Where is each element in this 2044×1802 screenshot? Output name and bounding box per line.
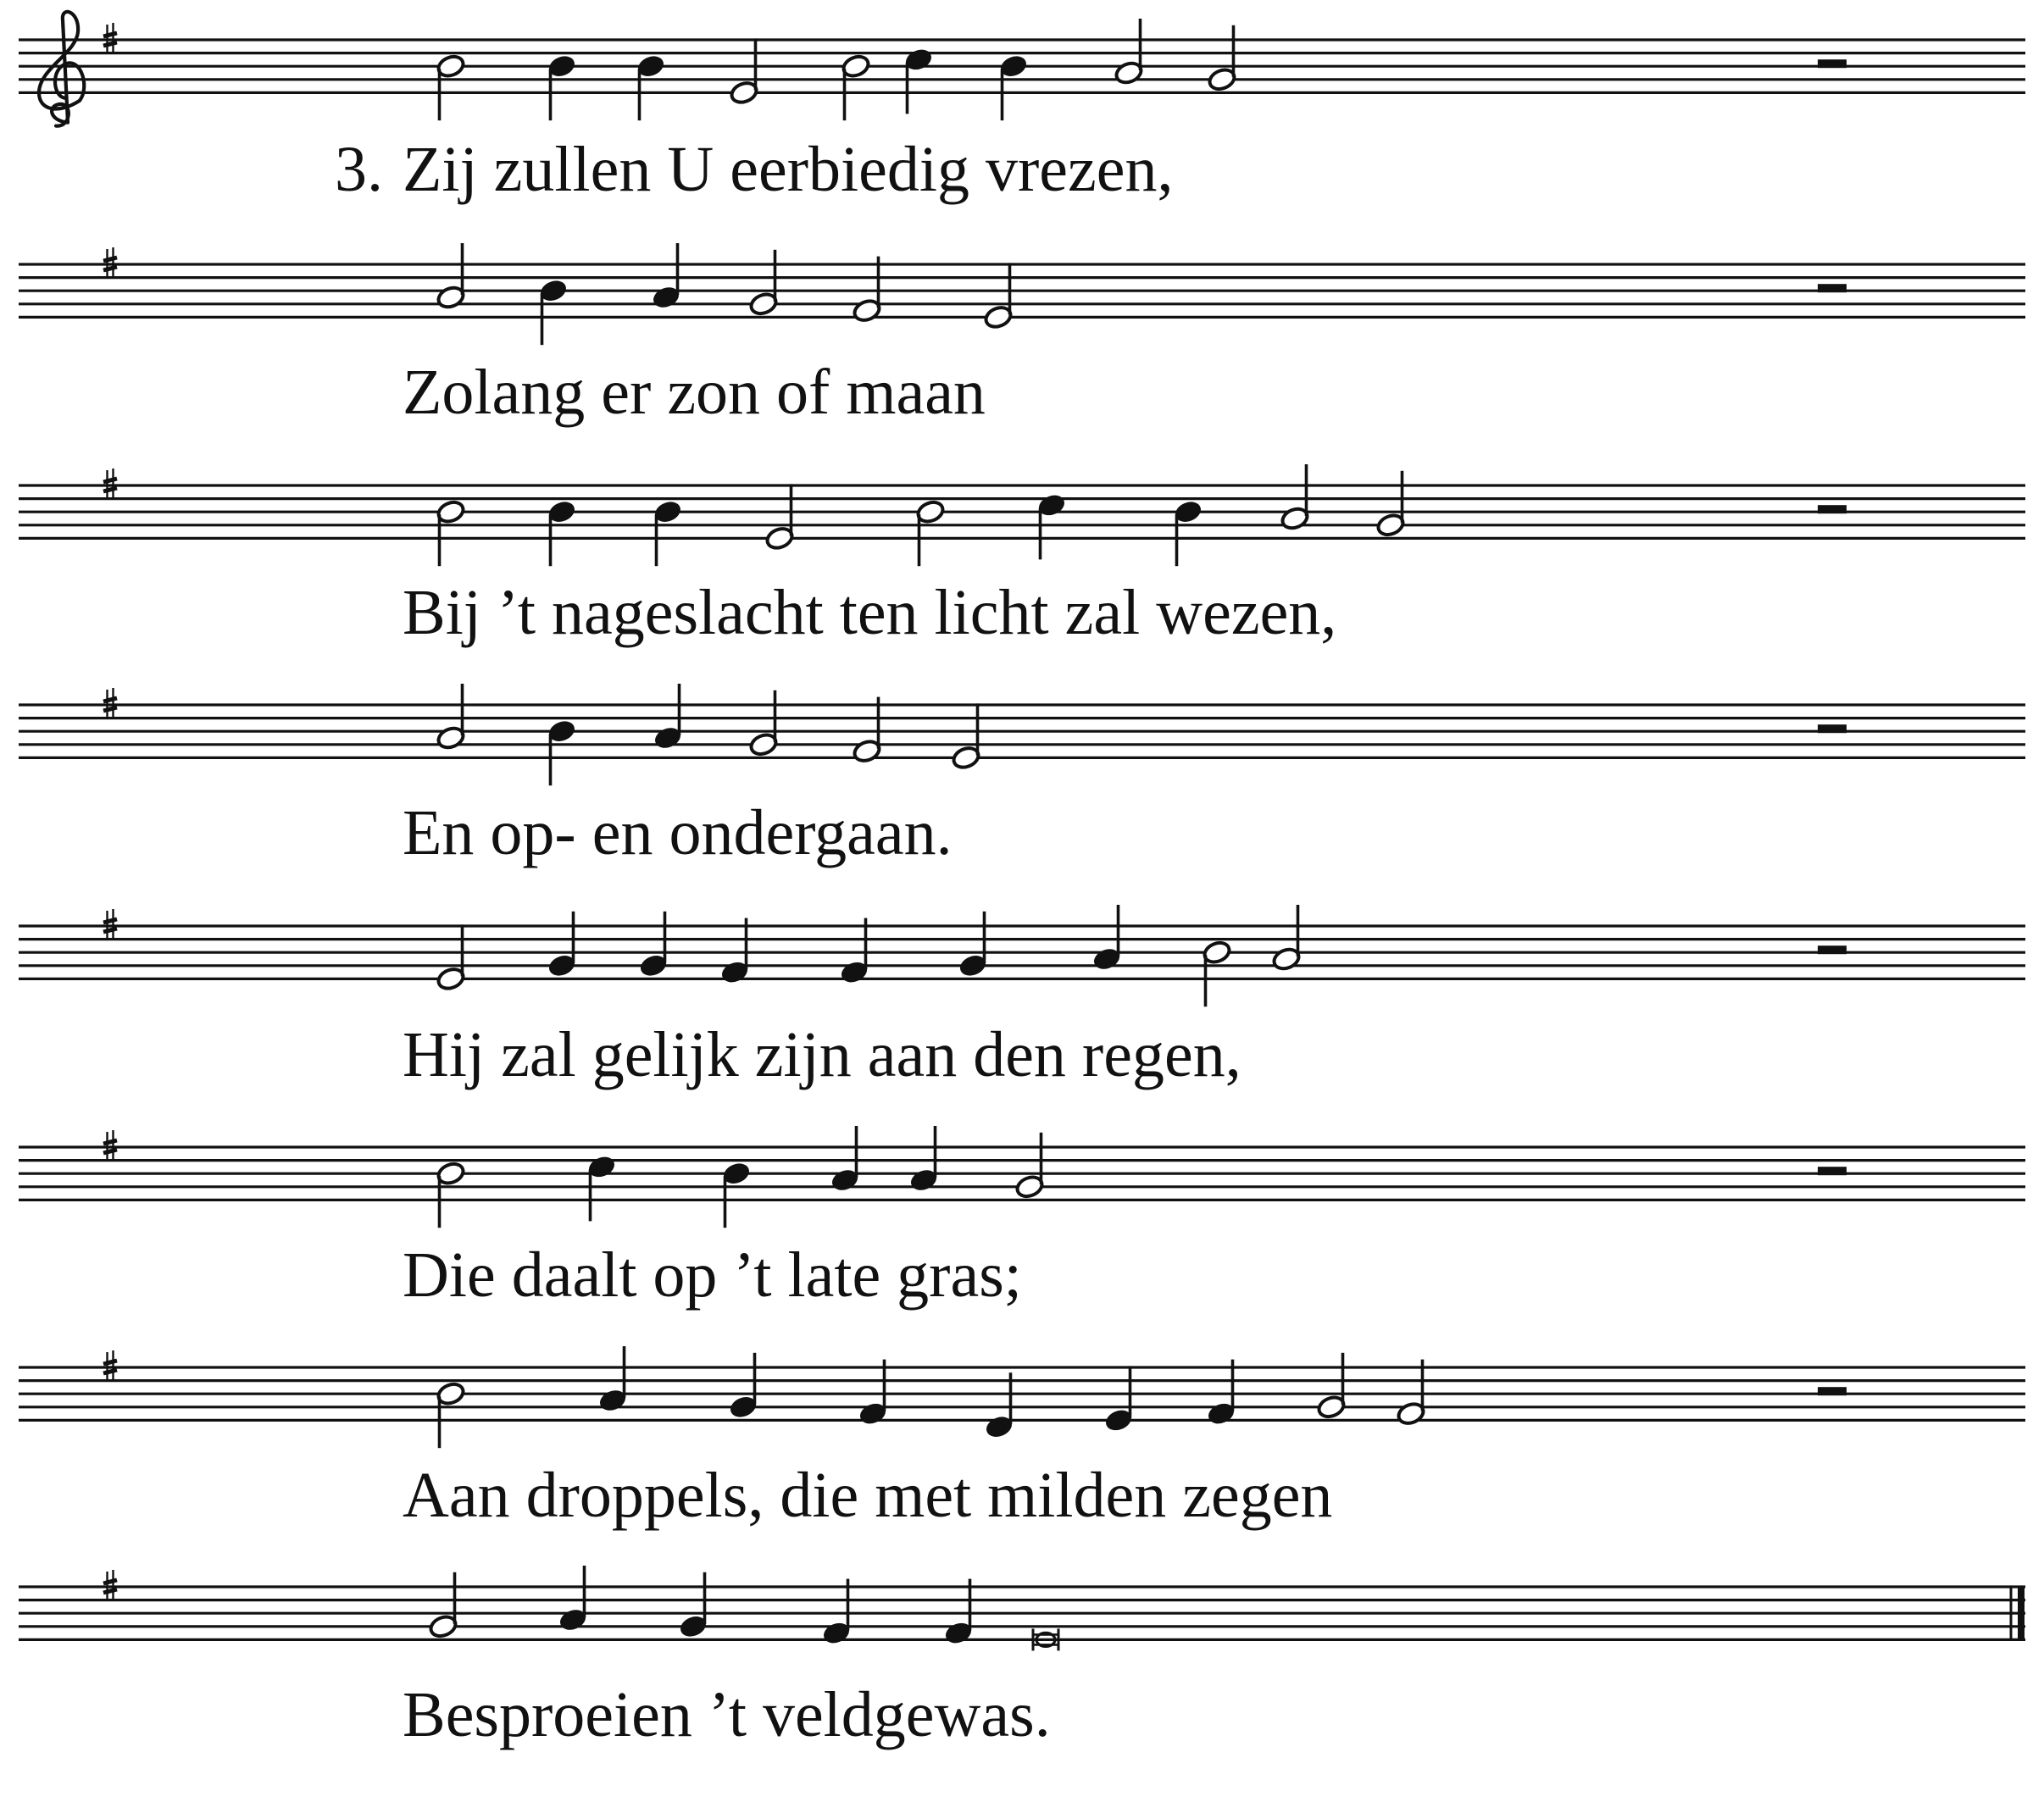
- staff-system: [19, 1566, 2025, 1750]
- note-row: [436, 1126, 1045, 1228]
- stanza-number: 3.: [335, 134, 383, 205]
- staff-system: [19, 464, 2025, 648]
- staff-lines: [19, 485, 2025, 538]
- lyric-line: Besproeien ’t veldgewas.: [403, 1679, 1051, 1750]
- staff-lines: [19, 264, 2025, 317]
- staff-lines: [19, 1587, 2025, 1639]
- staff-system: [19, 1346, 2025, 1531]
- note-row: [436, 1346, 1426, 1448]
- staff-lines: [19, 705, 2025, 757]
- treble-clef-icon: [39, 12, 84, 126]
- rest-icon: [1818, 724, 1847, 733]
- lyric-line: Hij zal gelijk zijn aan den regen,: [403, 1019, 1241, 1090]
- sharp-icon: [103, 23, 117, 53]
- rest-icon: [1818, 59, 1847, 68]
- staff-system: [19, 905, 2025, 1090]
- lyric-line: Aan droppels, die met milden zegen: [403, 1460, 1333, 1531]
- lyric-line: Bij ’t nageslacht ten licht zal wezen,: [403, 577, 1337, 648]
- sharp-icon: [103, 1350, 117, 1381]
- lyric-line: Zolang er zon of maan: [403, 357, 986, 428]
- note-row: [436, 905, 1302, 1006]
- rest-icon: [1818, 945, 1847, 954]
- staff-system: [19, 243, 2025, 428]
- note-row: [436, 464, 1406, 566]
- rest-icon: [1818, 1387, 1847, 1395]
- staff-lines: [19, 1367, 2025, 1420]
- sharp-icon: [103, 909, 117, 940]
- staff-lines: [19, 926, 2025, 979]
- note-row: [436, 19, 1237, 120]
- lyric-line: En op- en ondergaan.: [403, 797, 953, 868]
- rest-icon: [1818, 1167, 1847, 1175]
- note-row: [436, 684, 981, 785]
- staff-system: [19, 1126, 2025, 1311]
- staff-system: [19, 12, 2025, 205]
- lyric-line: Die daalt op ’t late gras;: [403, 1239, 1022, 1311]
- sharp-icon: [103, 1570, 117, 1600]
- note-row: [436, 243, 1014, 345]
- rest-icon: [1818, 284, 1847, 292]
- sharp-icon: [103, 1130, 117, 1161]
- sharp-icon: [103, 247, 117, 278]
- sharp-icon: [103, 688, 117, 718]
- rest-icon: [1818, 505, 1847, 513]
- staff-system: [19, 684, 2025, 868]
- sharp-icon: [103, 469, 117, 499]
- treble-clef-shape: [39, 12, 84, 126]
- lyric-line: Zij zullen U eerbiedig vrezen,: [403, 134, 1174, 205]
- note-row: [428, 1566, 1058, 1650]
